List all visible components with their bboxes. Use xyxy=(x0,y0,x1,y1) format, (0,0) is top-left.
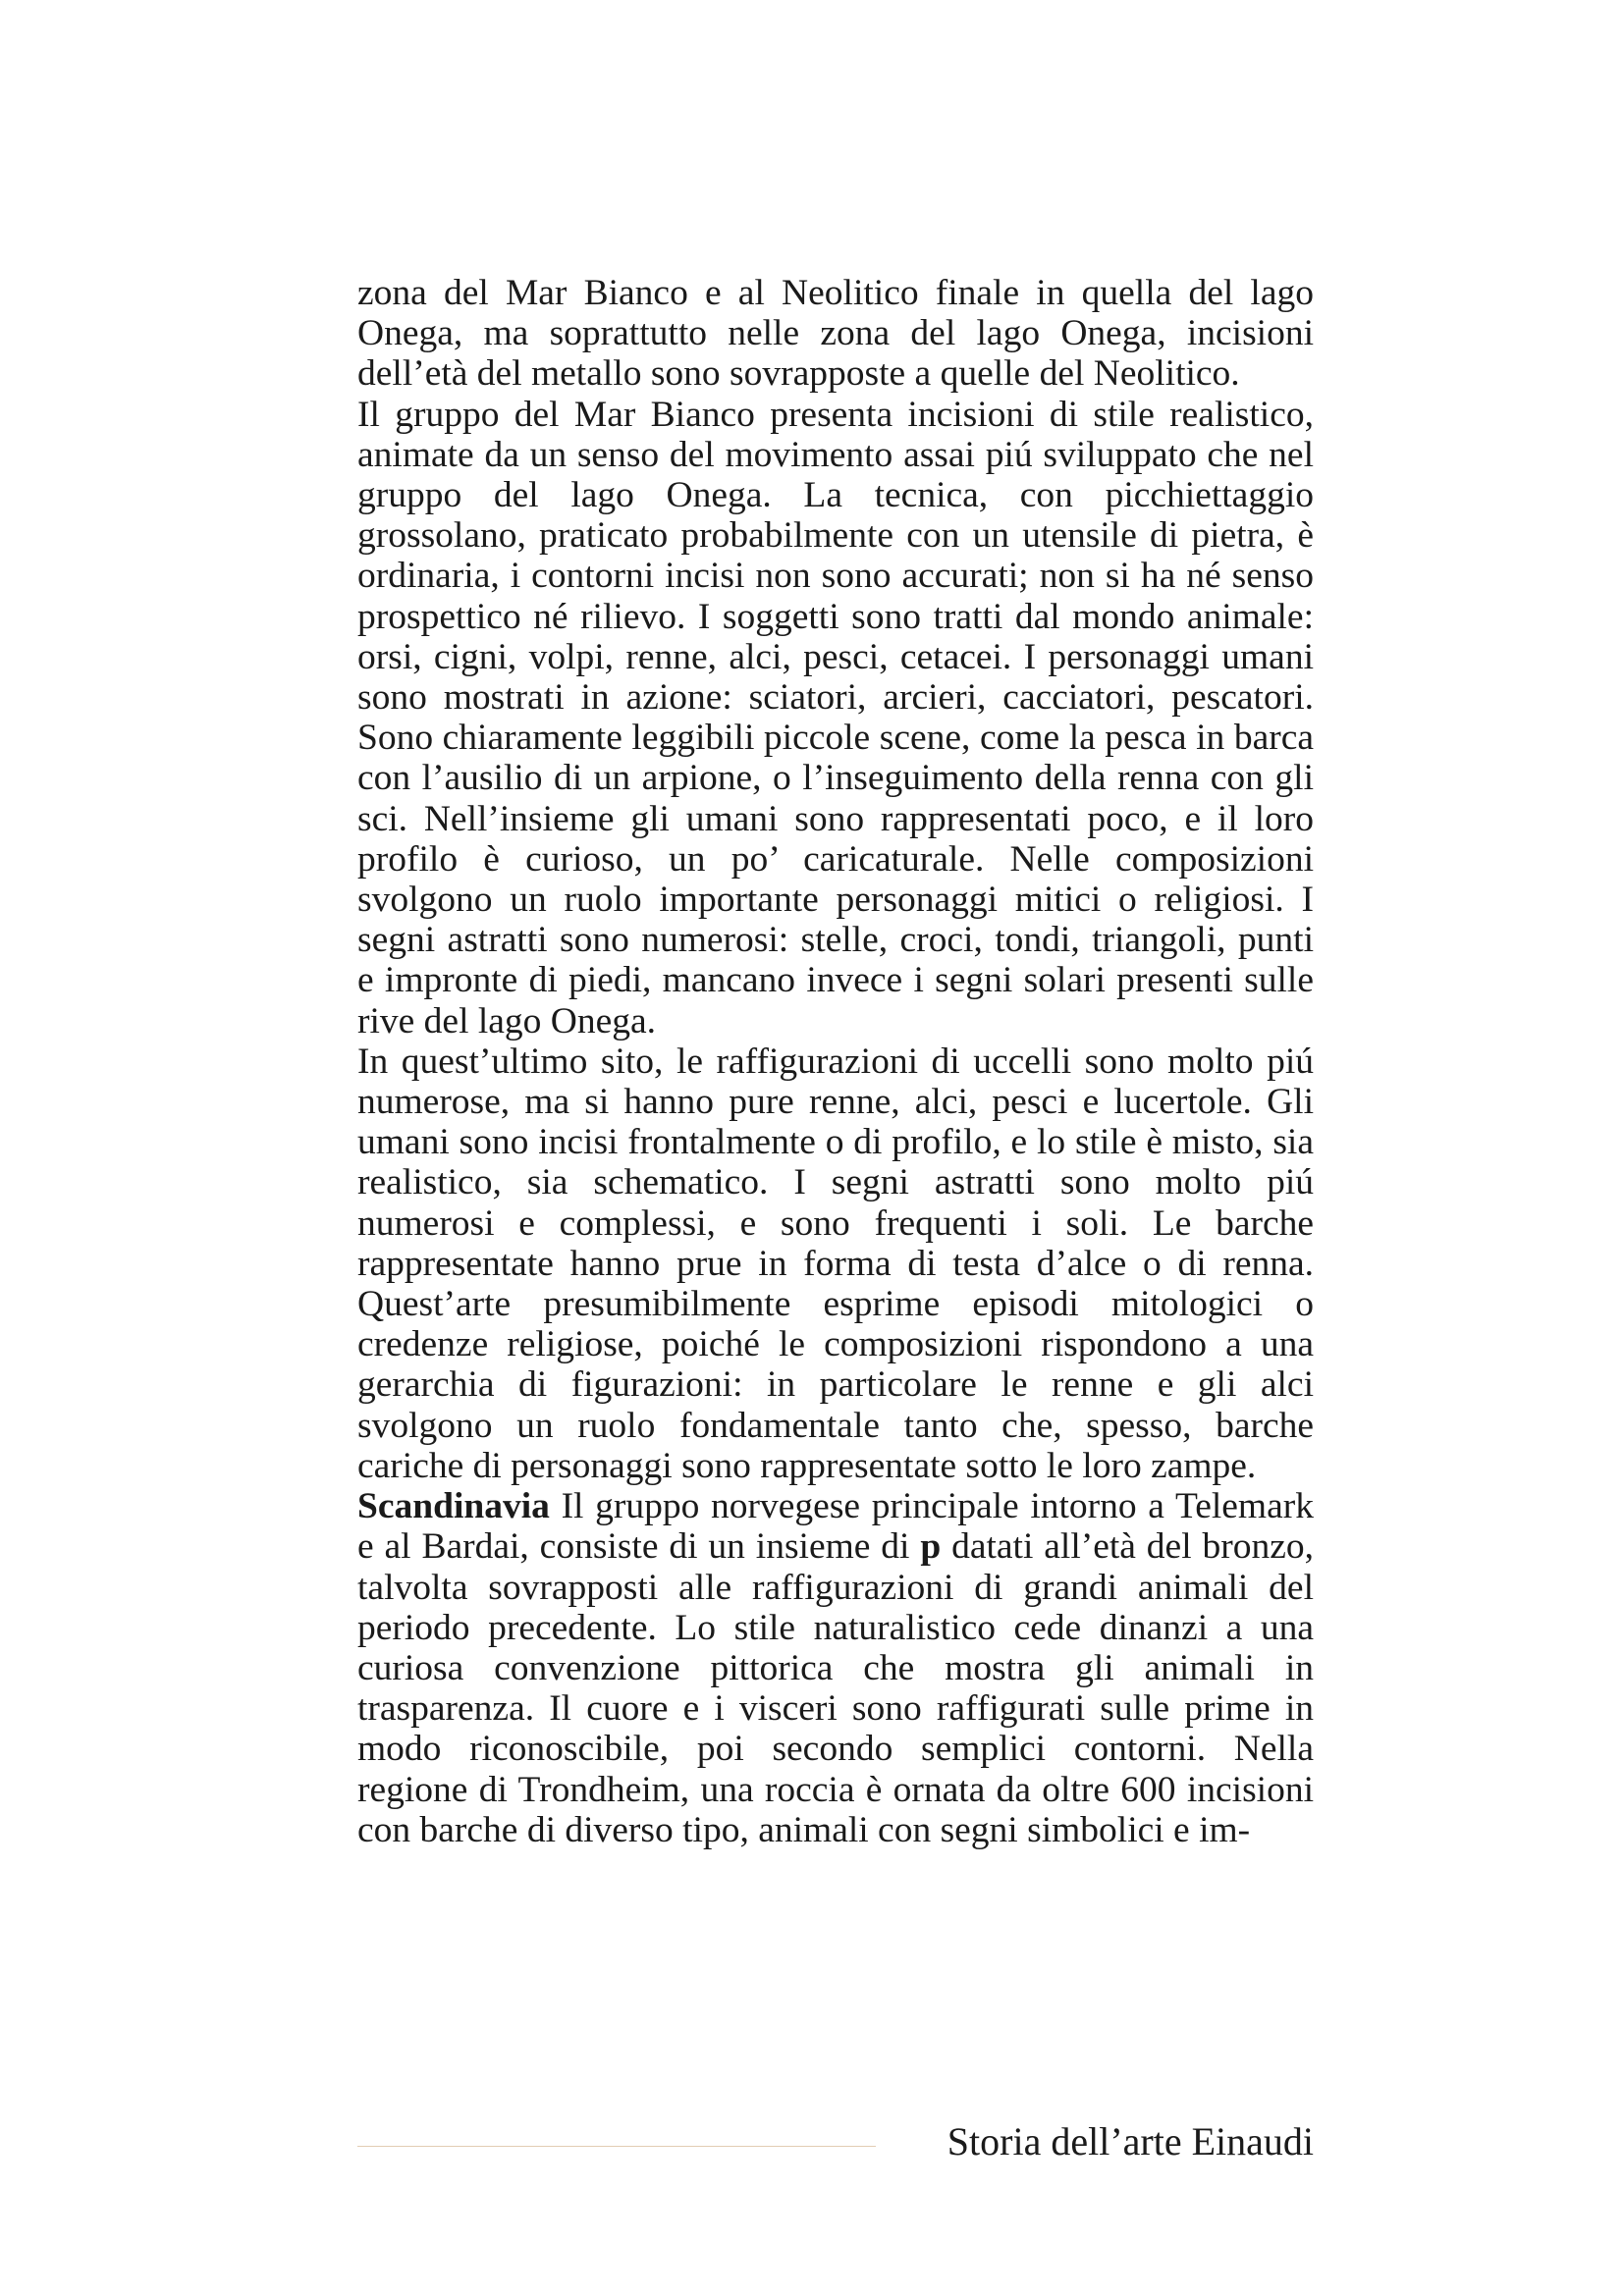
section-lead-heading: Scandinavia xyxy=(357,1486,550,1527)
paragraph-text: In quest’ultimo sito, le raffigurazioni di uccelli sono molto piú numerose, ma si hanno pure renne, alci, pesci e lucertole. Gli umani sono incisi frontalmente o di profilo, e lo stile è misto, sia realistico, sia schematico. I segni astratti sono molto piú numerosi e complessi, e sono frequenti i soli. Le barche rappresentate hanno prue in forma di testa d’alce o di renna. Quest’arte presumibilmente esprime episodi mitologici o credenze religiose, poiché le composizioni rispondono a una gerarchia di figurazioni: in particolare le renne e gli alci svolgono un ruolo fondamentale tanto che, spesso, barche cariche di personaggi sono rappresentate sotto le loro zampe. xyxy=(357,1041,1314,1486)
paragraph-text: zona del Mar Bianco e al Neolitico finale in quella del lago Onega, ma soprattutto nelle zona del lago Onega, incisioni dell’età del metallo sono sovrapposte a quelle del Neolitico. xyxy=(357,273,1314,395)
footer-publication-title: Storia dell’arte Einaudi xyxy=(947,2119,1314,2163)
bold-term: p xyxy=(920,1526,942,1568)
paragraph-text: Il gruppo norvegese principale intorno a Telemark e al Bardai, consiste di un insieme di xyxy=(357,1486,1314,1568)
paragraph xyxy=(357,1486,1314,1850)
paragraph-text: Il gruppo del Mar Bianco presenta incisioni di stile realistico, animate da un senso del movimento assai piú sviluppato che nel gruppo del lago Onega. La tecnica, con picchiettaggio grossolano, praticato probabilmente con un utensile di pietra, è ordinaria, i contorni incisi non sono accurati; non si ha né senso prospettico né rilievo. I soggetti sono tratti dal mondo animale: orsi, cigni, volpi, renne, alci, pesci, cetacei. I personaggi umani sono mostrati in azione: sciatori, arcieri, cacciatori, pescatori. Sono chiaramente leggibili piccole scene, come la pesca in barca con l’ausilio di un arpione, o l’inseguimento della renna con gli sci. Nell’insieme gli umani sono rappresentati poco, e il loro profilo è curioso, un po’ caricaturale. Nelle composizioni svolgono un ruolo importante personaggi mitici o religiosi. I segni astratti sono numerosi: stelle, croci, tondi, triangoli, punti e impronte di piedi, mancano invece i segni solari presenti sulle rive del lago Onega. xyxy=(357,394,1314,1041)
paragraph xyxy=(357,273,1314,395)
page-footer xyxy=(357,2114,1314,2173)
paragraph xyxy=(357,395,1314,1041)
page-body xyxy=(357,273,1314,1850)
paragraph-text: datati all’età del bronzo, talvolta sovrapposti alle raffigurazioni di grandi animali del periodo precedente. Lo stile naturalistico cede dinanzi a una curiosa convenzione pittorica che mostra gli animali in trasparenza. Il cuore e i visceri sono raffigurati sulle prime in modo riconoscibile, poi secondo semplici contorni. Nella regione di Trondheim, una roccia è ornata da oltre 600 incisioni con barche di diverso tipo, animali con segni simbolici e im- xyxy=(357,1526,1314,1850)
paragraph xyxy=(357,1041,1314,1486)
footer-rule xyxy=(357,2146,876,2147)
